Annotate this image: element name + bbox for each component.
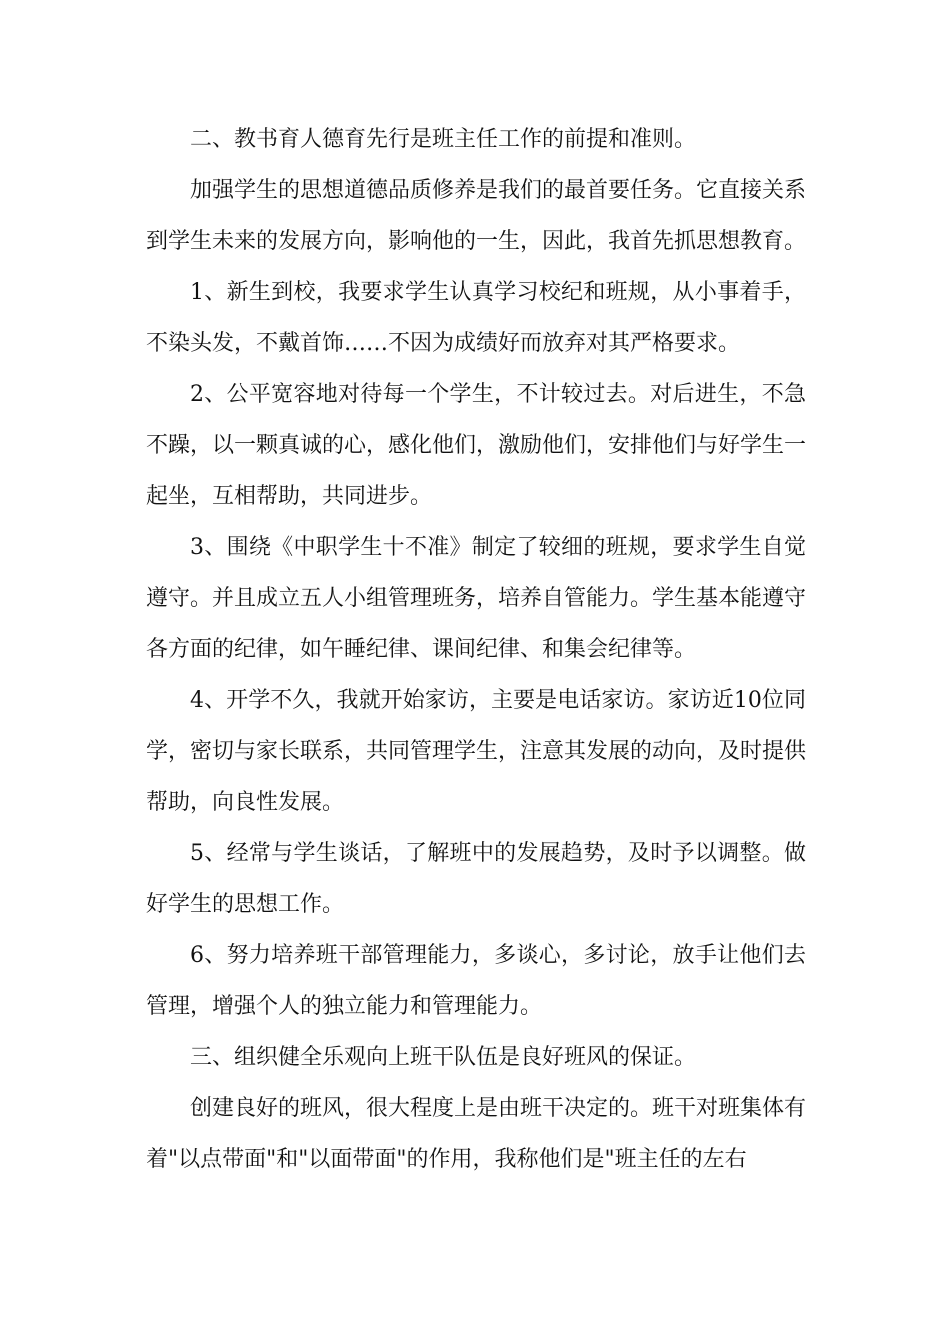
list-item-1: 1、新生到校，我要求学生认真学习校纪和班规，从小事着手，不染头发，不戴首饰……不因为成绩好而放弃对其严格要求。 <box>146 280 806 356</box>
section-heading-3: 三、组织健全乐观向上班干队伍是良好班风的保证。 <box>190 1045 697 1070</box>
list-item-5: 5、经常与学生谈话，了解班中的发展趋势，及时予以调整。做好学生的思想工作。 <box>146 841 806 917</box>
list-item-6: 6、努力培养班干部管理能力，多谈心，多讨论，放手让他们去管理，增强个人的独立能力和管理能力。 <box>146 943 806 1019</box>
list-item-3: 3、围绕《中职学生十不准》制定了较细的班规，要求学生自觉遵守。并且成立五人小组管理班务，培养自管能力。学生基本能遵守各方面的纪律，如午睡纪律、课间纪律、和集会纪律等。 <box>146 535 807 662</box>
section-heading-2: 二、教书育人德育先行是班主任工作的前提和准则。 <box>190 127 697 152</box>
paragraph-class-cadres: 创建良好的班风，很大程度上是由班干决定的。班干对班集体有着"以点带面"和"以面带面"的作用，我称他们是"班主任的左右 <box>146 1096 807 1172</box>
paragraph-moral-education: 加强学生的思想道德品质修养是我们的最首要任务。它直接关系到学生未来的发展方向，影响他的一生，因此，我首先抓思想教育。 <box>146 178 807 254</box>
document-body <box>146 114 806 1185</box>
list-item-4: 4、开学不久，我就开始家访，主要是电话家访。家访近10位同学，密切与家长联系，共同管理学生，注意其发展的动向，及时提供帮助，向良性发展。 <box>146 688 807 815</box>
list-item-2: 2、公平宽容地对待每一个学生，不计较过去。对后进生，不急不躁，以一颗真诚的心，感化他们，激励他们，安排他们与好学生一起坐，互相帮助，共同进步。 <box>146 382 807 509</box>
